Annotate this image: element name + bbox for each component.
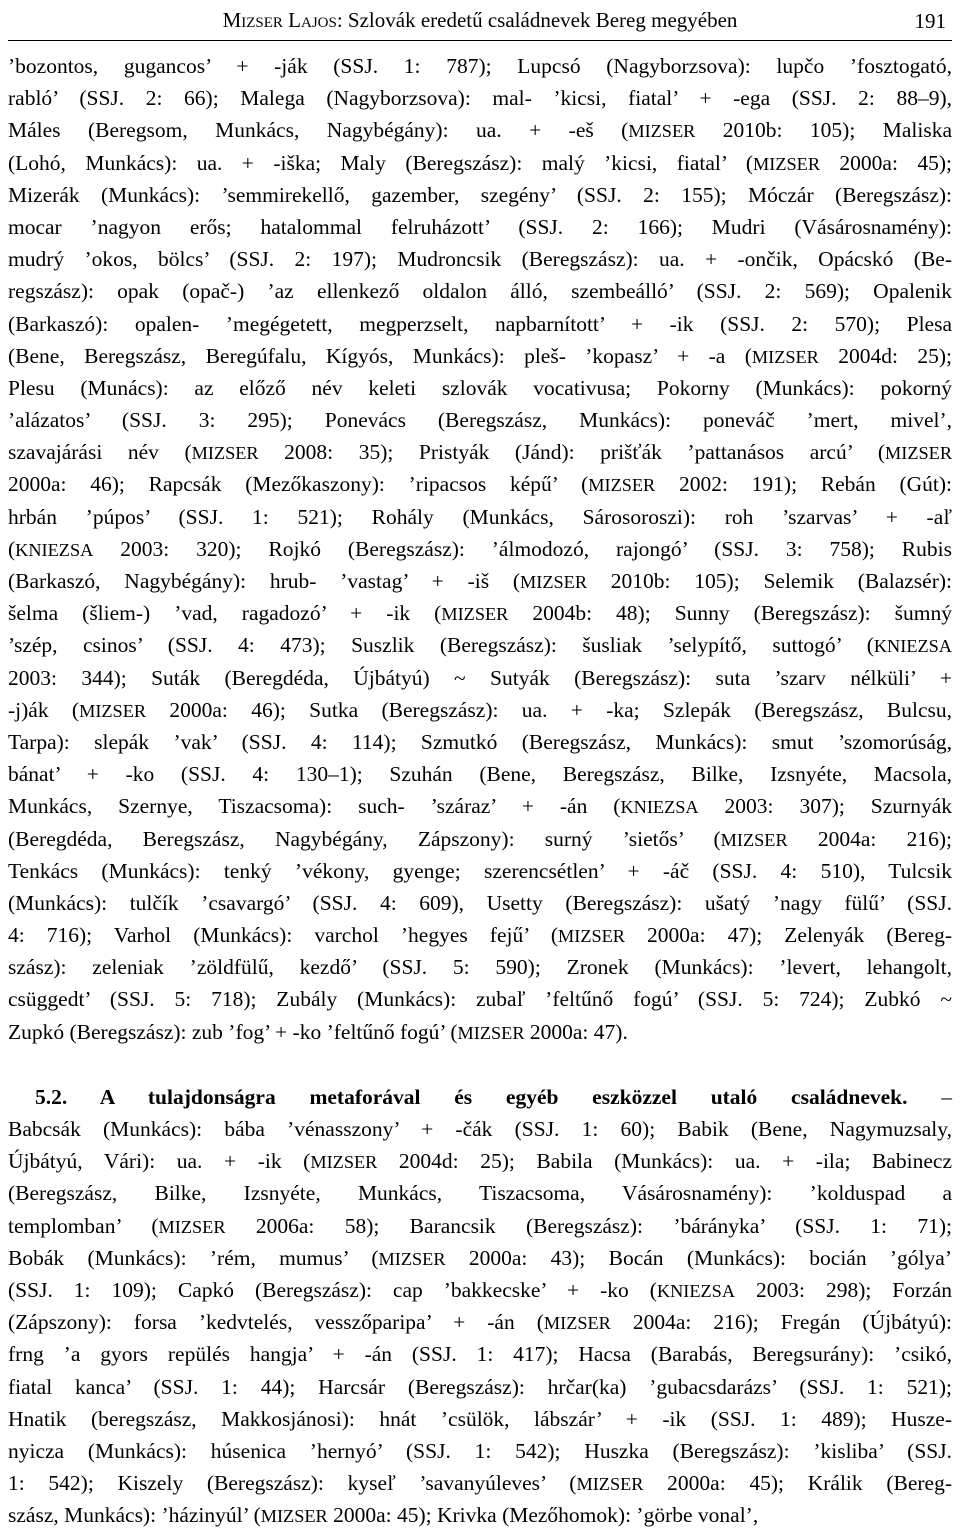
- paragraph-2-line: (Beregszász, Bilke, Izsnyéte, Munkács, Tiszacsoma, Vásárosnamény): ’kolduspad a: [8, 1181, 952, 1206]
- paragraph-1-line: (Bene, Beregszász, Beregúfalu, Kígyós, Munkács): pleš- ’kopasz’ + -a (MIZSER 2004d: 25);: [8, 343, 953, 368]
- paragraph-1-line: Tenkács (Munkács): tenký ’vékony, gyenge; szerencsétlen’ + -áč (SSJ. 4: 510), Tulcsik: [8, 858, 952, 883]
- paragraph-2-line: (SSJ. 1: 109); Capkó (Beregszász): cap ’bakkecske’ + -ko (KNIEZSA 2003: 298); Forzán: [8, 1277, 953, 1302]
- paragraph-2-line: szász, Munkács): ’házinyúl’ (MIZSER 2000a: 45); Krivka (Mezőhomok): ’görbe vonal’,: [8, 1503, 759, 1528]
- paragraph-2-line: 5.2. A tulajdonságra metaforával és egyéb eszközzel utaló családnevek. –: [35, 1084, 952, 1109]
- paragraph-2-line: 1: 542); Kiszely (Beregszász): kyseľ ’savanyúleves’ (MIZSER 2000a: 45); Králik (Bereg-: [8, 1471, 952, 1496]
- paragraph-1-line: mudrý ’okos, bölcs’ (SSJ. 2: 197); Mudroncsik (Beregszász): ua. + -ončik, Opácskó (Be-: [8, 247, 952, 272]
- paragraph-1-line: (Beregdéda, Beregszász, Nagybégány, Zápszony): surný ’sietős’ (MIZSER 2004a: 216);: [8, 826, 953, 851]
- paragraph-1-line: Munkács, Szernye, Tiszacsoma): such- ’száraz’ + -án (KNIEZSA 2003: 307); Szurnyák: [8, 794, 952, 819]
- paragraph-1-line: szavajárási név (MIZSER 2008: 35); Pristyák (Jánd): prišťák ’pattanásos arcú’ (MIZSER: [8, 440, 952, 465]
- paragraph-2-line: Hnatik (beregszász, Makkosjánosi): hnát ’csülök, lábszár’ + -ik (SSJ. 1: 489); Husze-: [8, 1406, 952, 1431]
- paragraph-1-line: 4: 716); Varhol (Munkács): varchol ’hegyes fejű’ (MIZSER 2000a: 47); Zelenyák (Bereg-: [8, 923, 952, 948]
- paragraph-1-line: hrbán ’púpos’ (SSJ. 1: 521); Rohály (Munkács, Sárosoroszi): roh ’szarvas’ + -aľ: [8, 504, 952, 529]
- paragraph-1-line: (Munkács): tulčík ’csavargó’ (SSJ. 4: 609), Usetty (Beregszász): ušatý ’nagy fülű’ (SSJ.: [8, 890, 952, 915]
- paragraph-gap: [8, 1048, 952, 1081]
- paragraph-1-line: Zupkó (Beregszász): zub ’fog’ + -ko ’feltűnő fogú’ (MIZSER 2000a: 47).: [8, 1019, 628, 1044]
- paragraph-2-line: fiatal kanca’ (SSJ. 1: 44); Harcsár (Beregszász): hrčar(ka) ’gubacsdarázs’ (SSJ. 1: 521);: [8, 1374, 952, 1399]
- paragraph-1-line: ’alázatos’ (SSJ. 3: 295); Ponevács (Beregszász, Munkács): poneváč ’mert, mivel’,: [8, 408, 952, 433]
- paragraph-2-line: Újbátyú, Vári): ua. + -ik (MIZSER 2004d: 25); Babila (Munkács): ua. + -ila; Babinecz: [8, 1149, 952, 1174]
- paragraph-1-line: ’bozontos, gugancos’ + -ják (SSJ. 1: 787); Lupcsó (Nagyborzsova): lupčo ’fosztogató,: [8, 54, 952, 78]
- paragraph-2: [8, 1081, 952, 1532]
- header-title: [223, 8, 738, 33]
- paragraph-1: [8, 50, 952, 1048]
- paragraph-1-line: Plesu (Munács): az előző név keleti szlovák vocativusa; Pokorny (Munkács): pokorný: [8, 375, 952, 400]
- paragraph-1-line: Máles (Beregsom, Munkács, Nagybégány): ua. + -eš (MIZSER 2010b: 105); Maliska: [8, 118, 952, 143]
- paragraph-1-line: rabló’ (SSJ. 2: 66); Malega (Nagyborzsova): mal- ’kicsi, fiatal’ + -ega (SSJ. 2: 88–9),: [8, 86, 952, 111]
- paragraph-1-line: (Barkaszó, Nagybégány): hrub- ’vastag’ + -iš (MIZSER 2010b: 105); Selemik (Balazsér):: [8, 569, 952, 593]
- paragraph-2-line: Babcsák (Munkács): bába ’vénasszony’ + -čák (SSJ. 1: 60); Babik (Bene, Nagymuzsaly,: [8, 1117, 952, 1141]
- article-body: [8, 50, 952, 1531]
- paragraph-1-line: Mizerák (Munkács): ’semmirekellő, gazember, szegény’ (SSJ. 2: 155); Móczár (Beregszász):: [8, 182, 952, 207]
- running-header: [8, 0, 952, 41]
- header-article-title: : Szlovák eredetű családnevek Bereg megyében: [336, 7, 738, 32]
- section-heading: 5.2. A tulajdonságra metaforával és egyéb eszközzel utaló családnevek.: [35, 1084, 908, 1109]
- paragraph-2-line: frng ’a gyors repülés hangja’ + -án (SSJ. 1: 417); Hacsa (Barabás, Beregsurány): ’csikó,: [8, 1342, 952, 1367]
- paragraph-2-line: templomban’ (MIZSER 2006a: 58); Barancsik (Beregszász): ’bárányka’ (SSJ. 1: 71);: [8, 1213, 953, 1238]
- paragraph-1-line: 2003: 344); Suták (Beregdéda, Újbátyú) ~ Sutyák (Beregszász): suta ’szarv nélküli’ +: [8, 665, 952, 690]
- header-author: Mizser Lajos: [222, 7, 337, 32]
- paragraph-2-line: Bobák (Munkács): ’rém, mumus’ (MIZSER 2000a: 43); Bocán (Munkács): bocián ’gólya’: [8, 1245, 952, 1270]
- paragraph-1-line: šelma (šliem-) ’vad, ragadozó’ + -ik (MIZSER 2004b: 48); Sunny (Beregszász): šumný: [8, 601, 952, 626]
- paragraph-1-line: csüggedt’ (SSJ. 5: 718); Zubály (Munkács): zubaľ ’feltűnő fogú’ (SSJ. 5: 724); Zubkó ~: [8, 987, 952, 1012]
- paragraph-1-line: regszász): opak (opač-) ’az ellenkező oldalon álló, szembeálló’ (SSJ. 2: 569); Opalenik: [8, 279, 952, 304]
- paragraph-2-line: nyicza (Munkács): húsenica ’hernyó’ (SSJ. 1: 542); Huszka (Beregszász): ’kisliba’ (SSJ.: [8, 1438, 952, 1463]
- paragraph-1-line: ’szép, csinos’ (SSJ. 4: 473); Suszlik (Beregszász): šusliak ’selypítő, suttogó’ (KNIEZSA: [8, 633, 952, 658]
- paragraph-1-line: (KNIEZSA 2003: 320); Rojkó (Beregszász): ’álmodozó, rajongó’ (SSJ. 3: 758); Rubis: [8, 536, 952, 561]
- paragraph-1-line: mocar ’nagyon erős; hatalommal felruházott’ (SSJ. 2: 166); Mudri (Vásárosnamény):: [8, 214, 952, 239]
- paragraph-2-line: (Zápszony): forsa ’kedvtelés, vesszőparipa’ + -án (MIZSER 2004a: 216); Fregán (Újbátyú):: [8, 1310, 952, 1335]
- paragraph-1-line: szász): zeleniak ’zöldfülű, kezdő’ (SSJ. 5: 590); Zronek (Munkács): ’levert, lehangolt,: [8, 955, 952, 980]
- paragraph-1-line: (Barkaszó): opalen- ’megégetett, megperzselt, napbarnított’ + -ik (SSJ. 2: 570); Plesa: [8, 311, 952, 336]
- page-number: 191: [914, 9, 946, 33]
- paragraph-1-line: 2000a: 46); Rapcsák (Mezőkaszony): ’ripacsos képű’ (MIZSER 2002: 191); Rebán (Gút):: [8, 472, 953, 497]
- paragraph-1-line: -j)ák (MIZSER 2000a: 46); Sutka (Beregszász): ua. + -ka; Szlepák (Beregszász, Bulcsu,: [8, 697, 952, 722]
- paragraph-1-line: Tarpa): slepák ’vak’ (SSJ. 4: 114); Szmutkó (Beregszász, Munkács): smut ’szomorúság,: [8, 729, 952, 754]
- paragraph-1-line: (Lohó, Munkács): ua. + -iška; Maly (Beregszász): malý ’kicsi, fiatal’ (MIZSER 2000a: 45);: [8, 150, 952, 175]
- paragraph-1-line: bánat’ + -ko (SSJ. 4: 130–1); Szuhán (Bene, Beregszász, Bilke, Izsnyéte, Macsola,: [8, 762, 952, 787]
